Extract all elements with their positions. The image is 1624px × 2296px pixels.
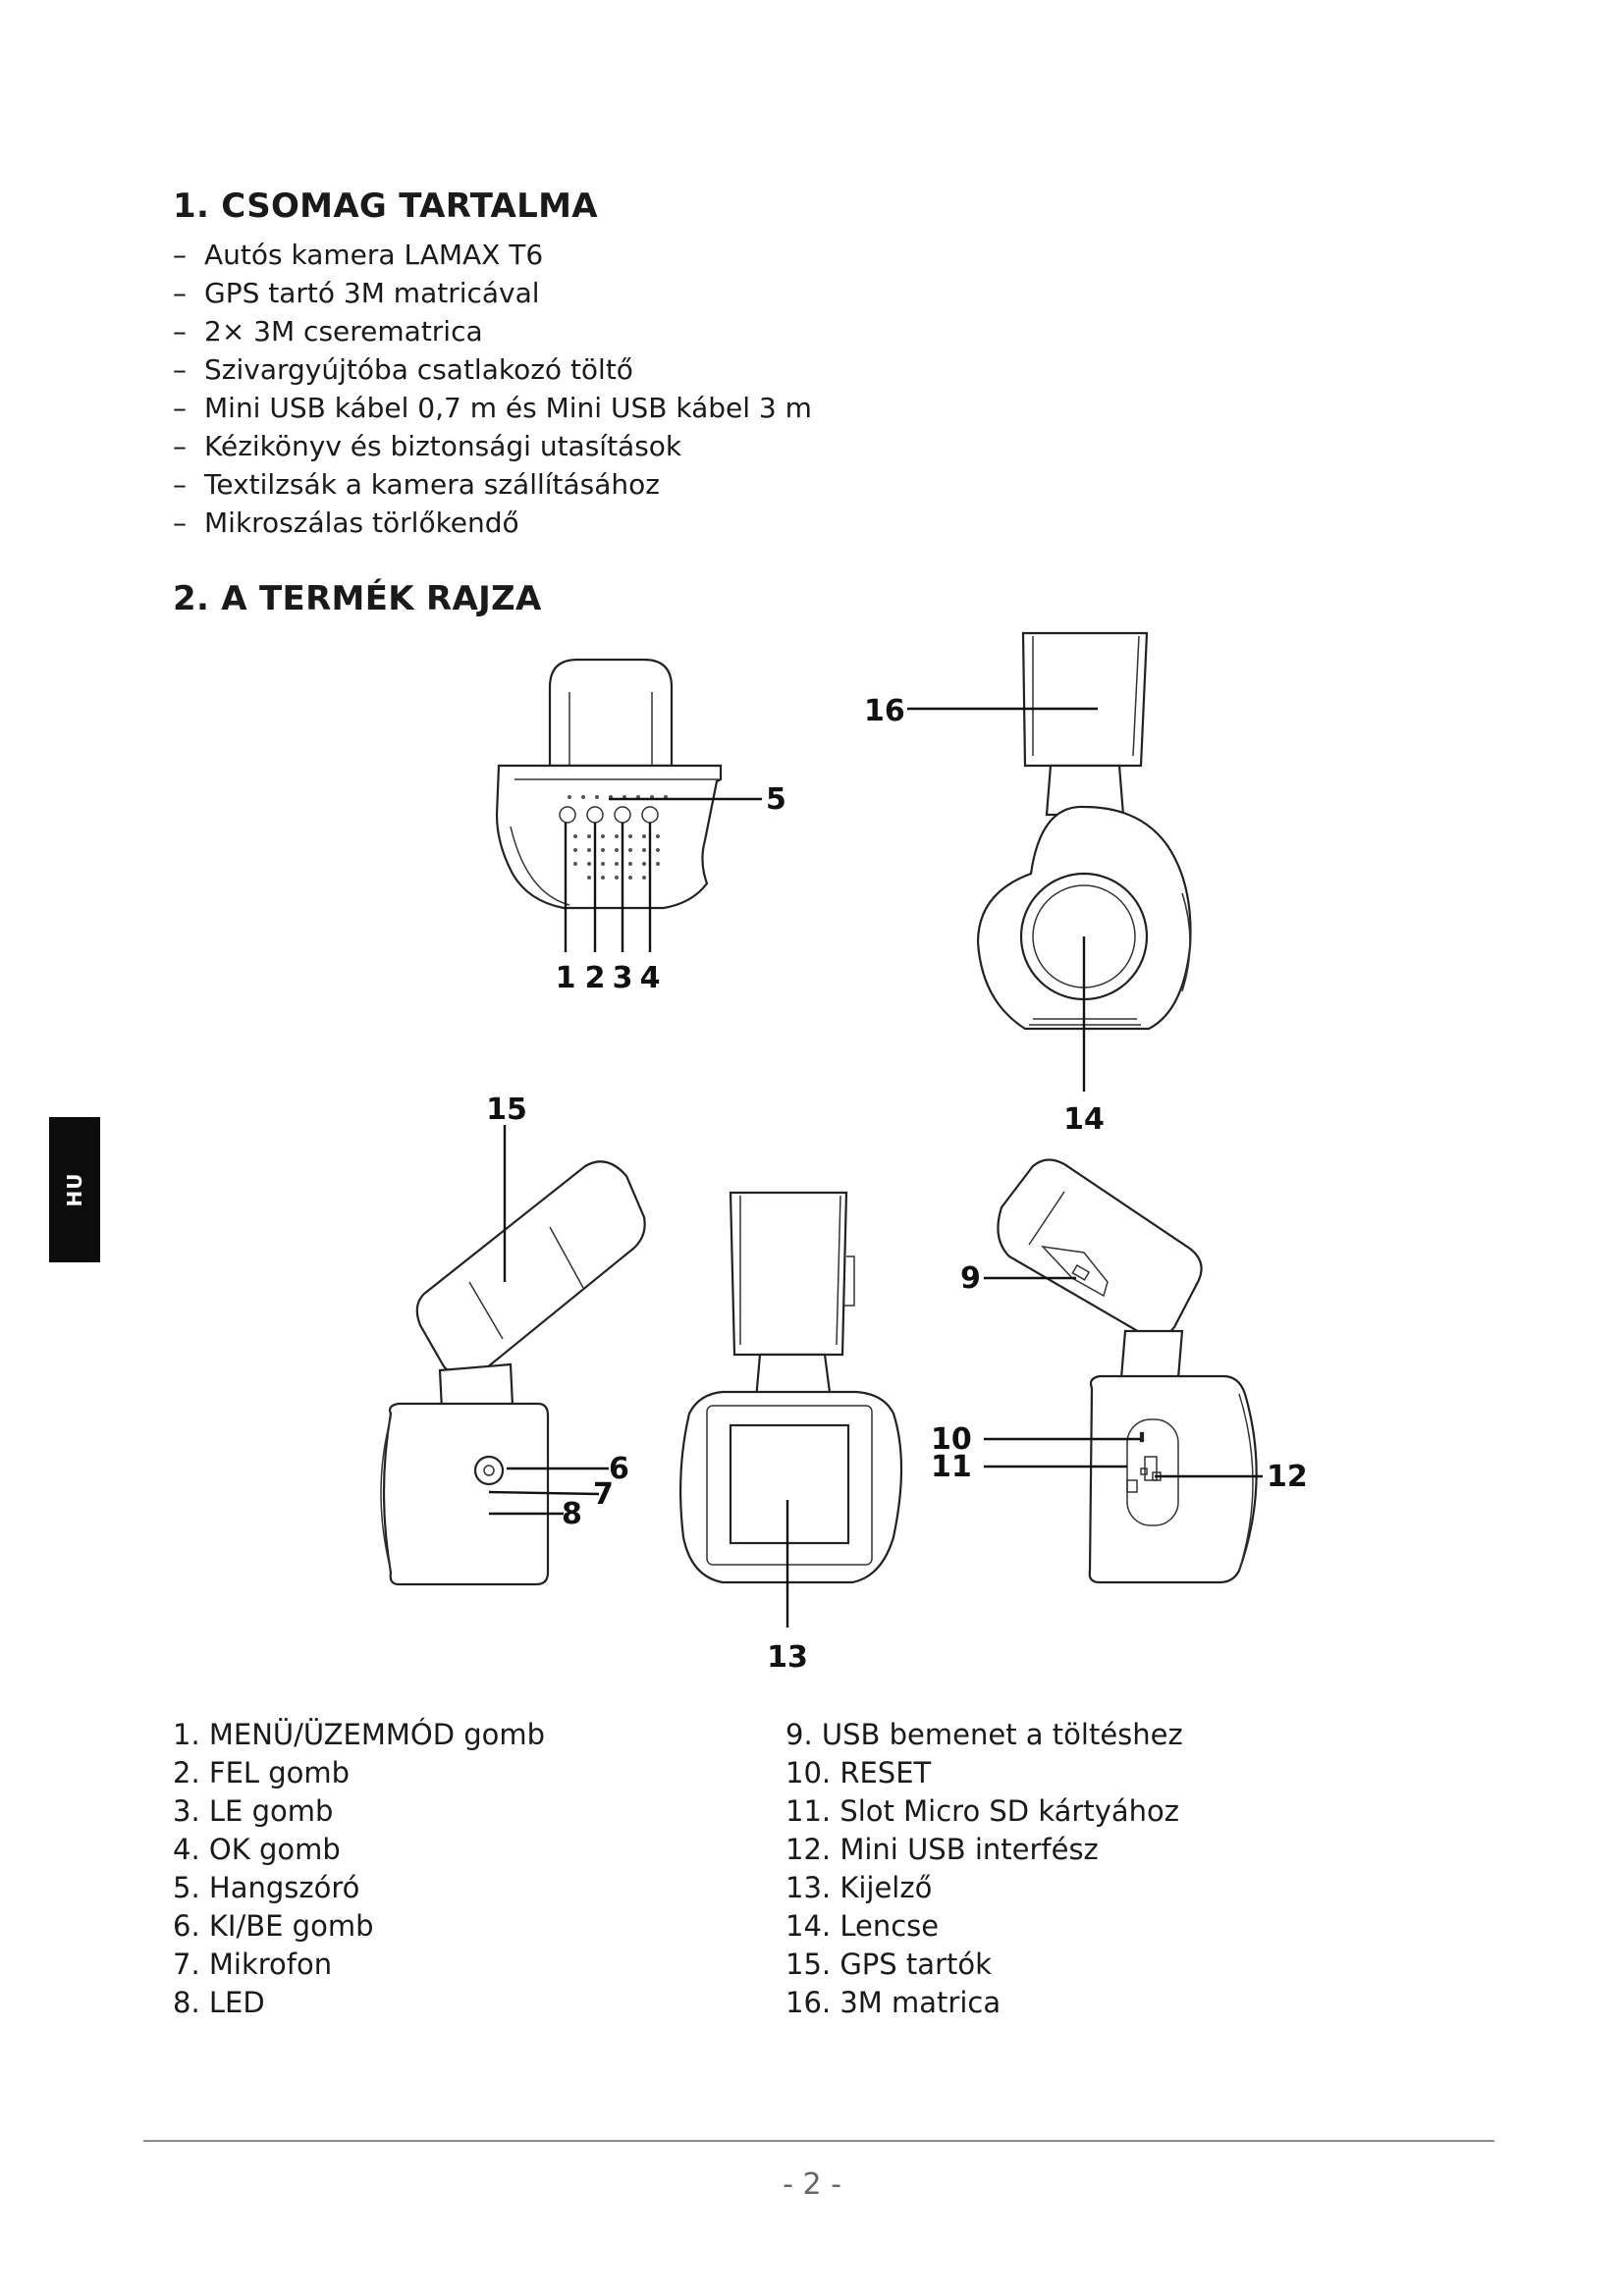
legend-item: 6. KI/BE gomb xyxy=(173,1909,374,1943)
callout-9: 9 xyxy=(960,1261,981,1296)
language-tab-label: HU xyxy=(63,1172,86,1207)
list-item: – Mikroszálas törlőkendő xyxy=(173,507,519,539)
legend-item: 15. GPS tartók xyxy=(785,1948,992,1981)
callout-1: 1 xyxy=(555,961,576,995)
camera-back-view xyxy=(680,1193,901,1628)
legend-item: 8. LED xyxy=(173,1986,265,2019)
legend-item: 2. FEL gomb xyxy=(173,1756,351,1789)
footer-divider xyxy=(143,2140,1494,2142)
list-item: – Textilzsák a kamera szállításához xyxy=(173,468,660,501)
callout-7: 7 xyxy=(593,1477,614,1512)
callout-6: 6 xyxy=(609,1452,629,1486)
camera-front-view xyxy=(907,633,1191,1092)
legend-item: 5. Hangszóró xyxy=(173,1871,360,1904)
legend-item: 16. 3M matrica xyxy=(785,1986,1001,2019)
callout-11: 11 xyxy=(931,1450,972,1484)
legend-right-list xyxy=(785,1716,1183,2022)
section-2-heading: 2. A TERMÉK RAJZA xyxy=(173,579,542,618)
legend-item: 12. Mini USB interfész xyxy=(785,1833,1099,1866)
callout-5: 5 xyxy=(766,782,786,817)
list-item: – GPS tartó 3M matricával xyxy=(173,277,540,309)
legend-item: 9. USB bemenet a töltéshez xyxy=(785,1718,1183,1751)
callout-3: 3 xyxy=(612,961,633,995)
list-item: – Mini USB kábel 0,7 m és Mini USB kábel 3 m xyxy=(173,392,812,424)
legend-item: 7. Mikrofon xyxy=(173,1948,333,1981)
legend-item: 3. LE gomb xyxy=(173,1794,334,1828)
legend-item: 14. Lencse xyxy=(785,1909,940,1943)
callout-4: 4 xyxy=(639,961,661,995)
section-1-heading: 1. CSOMAG TARTALMA xyxy=(173,187,598,226)
legend-item: 10. RESET xyxy=(785,1756,932,1789)
legend-item: 1. MENÜ/ÜZEMMÓD gomb xyxy=(173,1718,546,1751)
page-number: - 2 - xyxy=(783,2167,841,2202)
callout-10: 10 xyxy=(931,1422,972,1457)
camera-side-view-left xyxy=(381,1125,645,1584)
legend-item: 4. OK gomb xyxy=(173,1833,341,1866)
callout-12: 12 xyxy=(1267,1460,1308,1494)
legend-left-list xyxy=(173,1716,545,2022)
camera-top-view xyxy=(497,660,762,952)
list-item: – Szivargyújtóba csatlakozó töltő xyxy=(173,353,633,386)
callout-13: 13 xyxy=(767,1640,808,1675)
callout-2: 2 xyxy=(584,961,606,995)
legend-item: 13. Kijelző xyxy=(785,1871,933,1904)
callout-8: 8 xyxy=(562,1497,582,1531)
list-item: – 2× 3M cserematrica xyxy=(173,315,483,347)
list-item: – Kézikönyv és biztonsági utasítások xyxy=(173,430,682,462)
callout-15: 15 xyxy=(486,1093,527,1127)
callout-14: 14 xyxy=(1063,1102,1105,1137)
legend-item: 11. Slot Micro SD kártyához xyxy=(785,1794,1179,1828)
camera-side-view-right xyxy=(984,1159,1263,1582)
callout-16: 16 xyxy=(864,694,905,728)
list-item: – Autós kamera LAMAX T6 xyxy=(173,239,544,271)
